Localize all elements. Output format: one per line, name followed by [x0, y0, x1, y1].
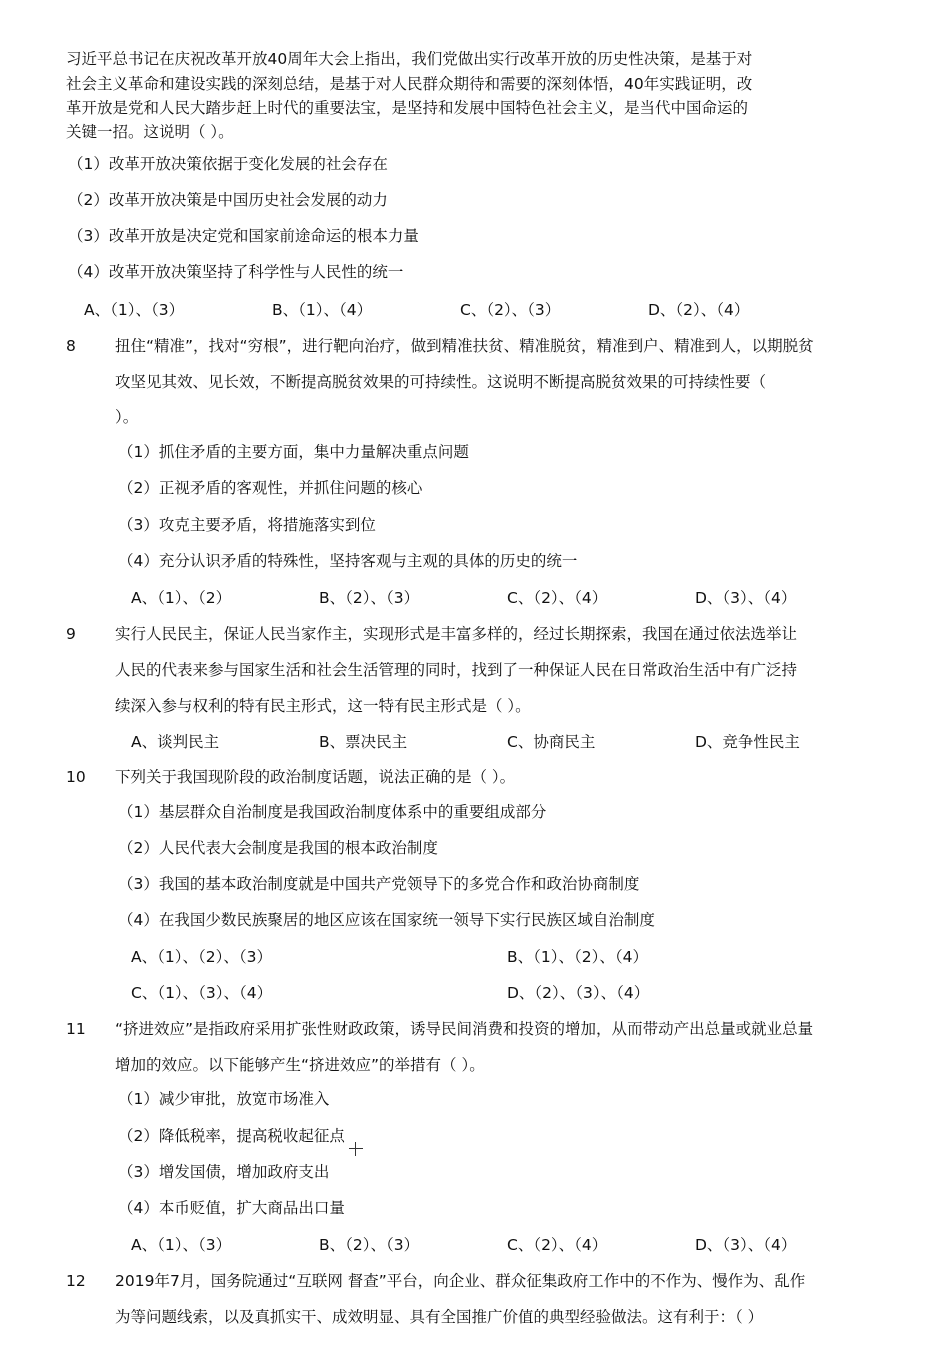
q11-choice-d: D、（3）、（4）	[695, 1236, 797, 1254]
q7-stem-line-4: 关键一招。这说明（ ）。	[66, 123, 234, 141]
q8-option-4: （4）充分认识矛盾的特殊性，坚持客观与主观的具体的历史的统一	[118, 552, 578, 570]
q11-choice-a: A、（1）、（3）	[131, 1236, 232, 1254]
q8-option-1: （1）抓住矛盾的主要方面，集中力量解决重点问题	[118, 443, 469, 461]
q7-choice-d: D、（2）、（4）	[648, 301, 750, 319]
q9-choice-d: D、竞争性民主	[695, 733, 800, 751]
q7-choice-a: A、（1）、（3）	[84, 301, 185, 319]
q10-choice-d: D、（2）、（3）、（4）	[507, 984, 650, 1002]
q10-option-2: （2）人民代表大会制度是我国的根本政治制度	[118, 839, 438, 857]
q9-choice-a: A、谈判民主	[131, 733, 220, 751]
q11-number: 11	[66, 1020, 86, 1038]
q10-choice-b: B、（1）、（2）、（4）	[507, 948, 648, 966]
q7-stem-line-2: 社会主义革命和建设实践的深刻总结，是基于对人民群众期待和需要的深刻体悟，40年实践证明，改	[66, 75, 753, 93]
q10-option-1: （1）基层群众自治制度是我国政治制度体系中的重要组成部分	[118, 803, 547, 821]
q8-option-2: （2）正视矛盾的客观性，并抓住问题的核心	[118, 479, 423, 497]
q11-choice-b: B、（2）、（3）	[319, 1236, 420, 1254]
q10-choice-c: C、（1）、（3）、（4）	[131, 984, 273, 1002]
q8-number: 8	[66, 337, 76, 355]
q8-stem-line-1: 扭住“精准”，找对“穷根”，进行靶向治疗，做到精准扶贫、精准脱贫，精准到户、精准到人，以期脱贫	[115, 337, 814, 355]
q9-choice-c: C、协商民主	[507, 733, 596, 751]
q11-option-3: （3）增发国债，增加政府支出	[118, 1163, 330, 1181]
q8-option-3: （3）攻克主要矛盾，将措施落实到位	[118, 516, 376, 534]
q11-option-1: （1）减少审批，放宽市场准入	[118, 1090, 330, 1108]
q8-choice-d: D、（3）、（4）	[695, 589, 797, 607]
q11-stem-line-1: “挤进效应”是指政府采用扩张性财政政策，诱导民间消费和投资的增加，从而带动产出总量或就业总量	[115, 1020, 814, 1038]
q8-choice-c: C、（2）、（4）	[507, 589, 608, 607]
q8-stem-line-3: ）。	[115, 408, 139, 426]
q12-number: 12	[66, 1272, 86, 1290]
q12-stem-line-1: 2019年7月，国务院通过“互联网 督查”平台，向企业、群众征集政府工作中的不作为、慢作为、乱作	[115, 1272, 806, 1290]
q10-stem-line-1: 下列关于我国现阶段的政治制度话题，说法正确的是（ ）。	[115, 768, 516, 786]
q11-stem-line-2: 增加的效应。以下能够产生“挤进效应”的举措有（ ）。	[115, 1056, 485, 1074]
q8-stem-line-2: 攻坚见其效、见长效，不断提高脱贫效果的可持续性。这说明不断提高脱贫效果的可持续性要（	[115, 373, 767, 391]
q10-choice-a: A、（1）、（2）、（3）	[131, 948, 272, 966]
q9-stem-line-3: 续深入参与权利的特有民主形式，这一特有民主形式是（ ）。	[115, 697, 531, 715]
q9-choice-b: B、票决民主	[319, 733, 408, 751]
q7-option-4: （4）改革开放决策坚持了科学性与人民性的统一	[68, 263, 404, 281]
q9-number: 9	[66, 625, 76, 643]
q8-choice-a: A、（1）、（2）	[131, 589, 232, 607]
q9-stem-line-1: 实行人民民主，保证人民当家作主，实现形式是丰富多样的，经过长期探索，我国在通过依法选举让	[115, 625, 798, 643]
q7-option-2: （2）改革开放决策是中国历史社会发展的动力	[68, 191, 388, 209]
q11-choice-c: C、（2）、（4）	[507, 1236, 608, 1254]
q8-choice-b: B、（2）、（3）	[319, 589, 420, 607]
q11-option-2: （2）降低税率，提高税收起征点	[118, 1127, 345, 1145]
q7-stem-line-3: 革开放是党和人民大踏步赶上时代的重要法宝，是坚持和发展中国特色社会主义，是当代中国命运的	[66, 99, 749, 117]
q7-option-3: （3）改革开放是决定党和国家前途命运的根本力量	[68, 227, 419, 245]
q7-option-1: （1）改革开放决策依据于变化发展的社会存在	[68, 155, 388, 173]
q10-option-4: （4）在我国少数民族聚居的地区应该在国家统一领导下实行民族区域自治制度	[118, 911, 655, 929]
q12-stem-line-2: 为等问题线索，以及真抓实干、成效明显、具有全国推广价值的典型经验做法。这有利于：（ ）	[115, 1308, 764, 1326]
q7-choice-c: C、（2）、（3）	[460, 301, 561, 319]
q10-number: 10	[66, 768, 86, 786]
crosshair-cursor-icon	[349, 1142, 363, 1156]
q10-option-3: （3）我国的基本政治制度就是中国共产党领导下的多党合作和政治协商制度	[118, 875, 640, 893]
q7-stem-line-1: 习近平总书记在庆祝改革开放40周年大会上指出，我们党做出实行改革开放的历史性决策，是基于对	[66, 50, 753, 68]
q7-choice-b: B、（1）、（4）	[272, 301, 373, 319]
q11-option-4: （4）本币贬值，扩大商品出口量	[118, 1199, 345, 1217]
q9-stem-line-2: 人民的代表来参与国家生活和社会生活管理的同时，找到了一种保证人民在日常政治生活中有广泛持	[115, 661, 798, 679]
